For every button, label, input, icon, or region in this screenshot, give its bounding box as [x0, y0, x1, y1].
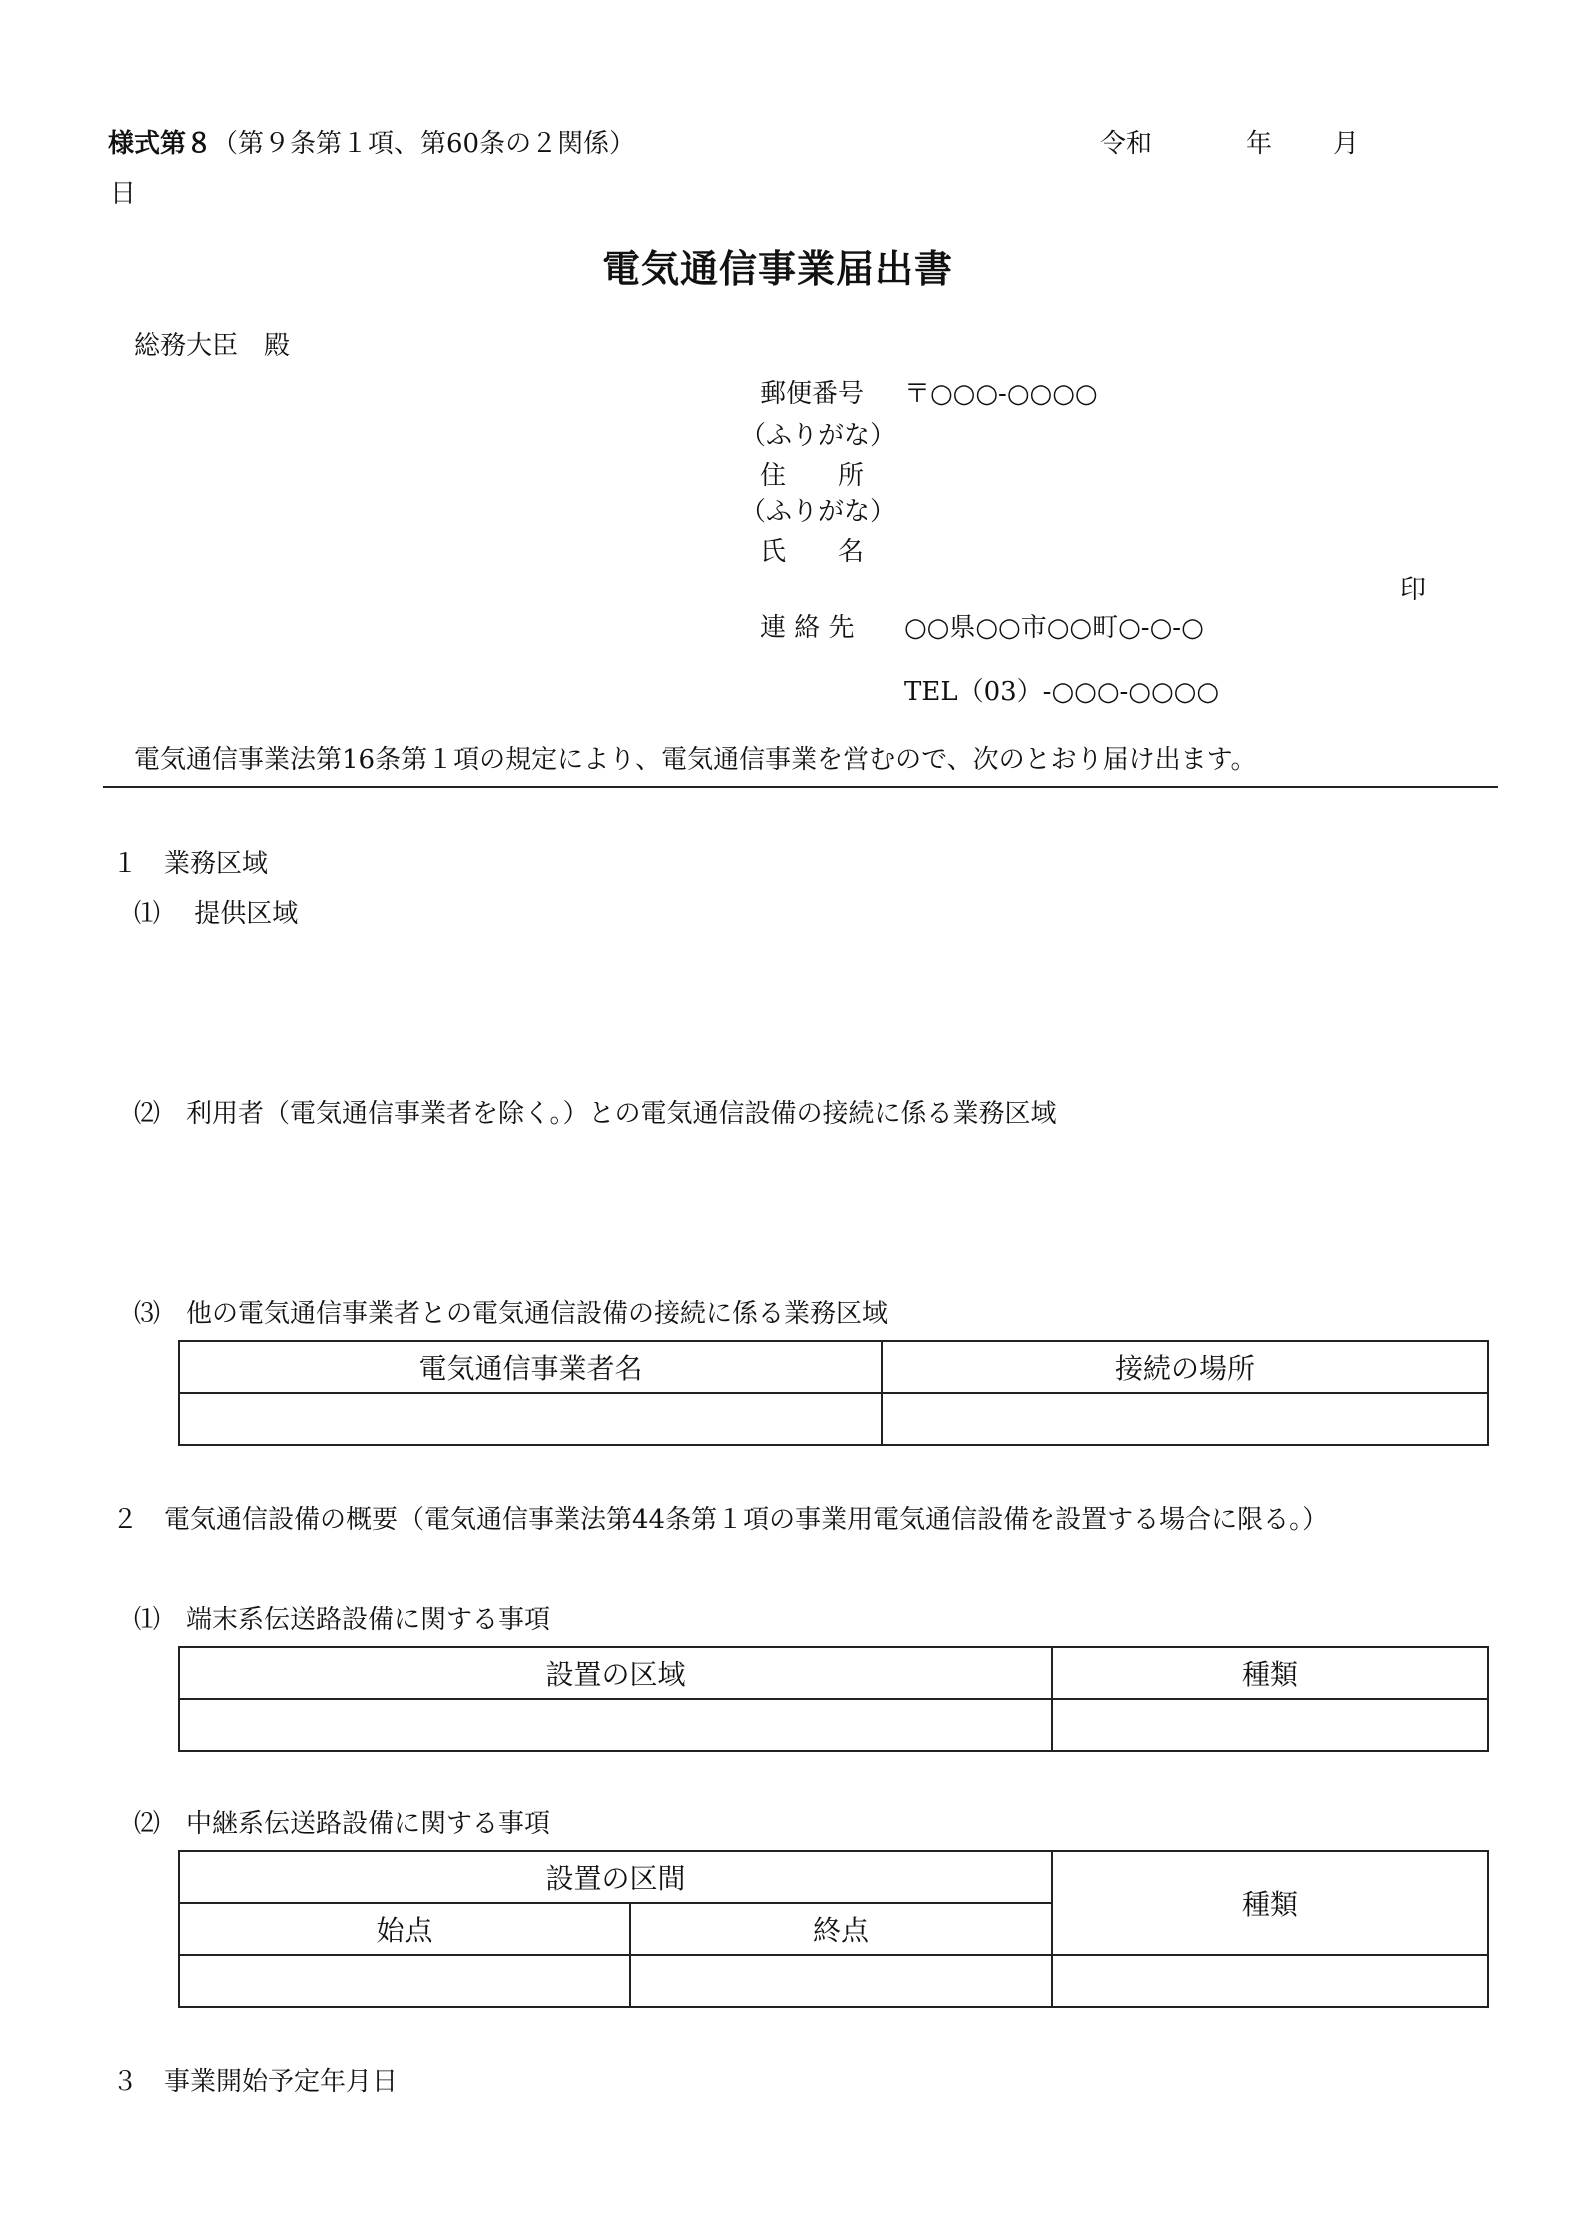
address-label: 住 所 [760, 461, 865, 491]
table-header-row [179, 1341, 1488, 1393]
terminal-line-table [178, 1646, 1489, 1752]
postal-code-label: 郵便番号 [760, 379, 865, 409]
postal-code-value: 〒○○○-○○○○ [904, 379, 1098, 409]
header-installation-section: 設置の区間 [179, 1851, 1052, 1903]
carrier-name-cell[interactable] [179, 1393, 882, 1445]
carrier-connection-table [178, 1340, 1489, 1446]
section2-item2: ⑵ 中継系伝送路設備に関する事項 [134, 1809, 551, 1839]
header-type: 種類 [1052, 1647, 1488, 1699]
header-installation-area: 設置の区域 [179, 1647, 1052, 1699]
divider [103, 786, 1498, 788]
installation-area-cell[interactable] [179, 1699, 1052, 1751]
page-title: 電気通信事業届出書 [602, 246, 954, 291]
furigana-label-address: （ふりがな） [740, 421, 897, 451]
header-carrier-name: 電気通信事業者名 [179, 1341, 882, 1393]
end-point-cell[interactable] [630, 1955, 1052, 2007]
type-cell[interactable] [1052, 1955, 1488, 2007]
table-row [179, 1699, 1488, 1751]
date-day: 日 [110, 179, 137, 209]
header-end-point: 終点 [630, 1903, 1052, 1955]
form-number: 様式第８ [108, 129, 213, 159]
contact-tel: TEL（03）-○○○-○○○○ [904, 677, 1220, 707]
section2-item1: ⑴ 端末系伝送路設備に関する事項 [134, 1605, 551, 1635]
section1-item1: ⑴ 提供区域 [134, 899, 299, 929]
section1-item2: ⑵ 利用者（電気通信事業者を除く。）との電気通信設備の接続に係る業務区域 [134, 1099, 1057, 1129]
table-header-row [179, 1851, 1488, 1903]
date-year: 年 [1246, 129, 1273, 159]
table-header-row [179, 1647, 1488, 1699]
type-cell[interactable] [1052, 1699, 1488, 1751]
start-point-cell[interactable] [179, 1955, 630, 2007]
furigana-label-name: （ふりがな） [740, 497, 897, 527]
section1-heading: １ 業務区域 [112, 849, 269, 879]
contact-label: 連 絡 先 [760, 613, 855, 643]
declaration-statement: 電気通信事業法第16条第１項の規定により、電気通信事業を営むので、次のとおり届け出ます。 [134, 745, 1257, 775]
section3-heading: ３ 事業開始予定年月日 [112, 2067, 399, 2097]
date-era: 令和 [1100, 129, 1153, 159]
contact-address: ○○県○○市○○町○-○-○ [904, 613, 1204, 643]
section1-item3: ⑶ 他の電気通信事業者との電気通信設備の接続に係る業務区域 [134, 1299, 889, 1329]
section2-heading: ２ 電気通信設備の概要（電気通信事業法第44条第１項の事業用電気通信設備を設置する場合に限る。） [112, 1505, 1329, 1535]
date-month: 月 [1333, 129, 1360, 159]
seal-mark: 印 [1400, 575, 1427, 605]
form-reference-line [108, 128, 635, 160]
header-connection-place: 接続の場所 [882, 1341, 1488, 1393]
name-label: 氏 名 [760, 537, 865, 567]
form-reference: （第９条第１項、第60条の２関係） [212, 129, 636, 159]
addressee: 総務大臣 殿 [134, 331, 291, 361]
header-start-point: 始点 [179, 1903, 630, 1955]
table-row [179, 1393, 1488, 1445]
header-type: 種類 [1052, 1851, 1488, 1955]
table-row [179, 1955, 1488, 2007]
relay-line-table [178, 1850, 1489, 2008]
connection-place-cell[interactable] [882, 1393, 1488, 1445]
